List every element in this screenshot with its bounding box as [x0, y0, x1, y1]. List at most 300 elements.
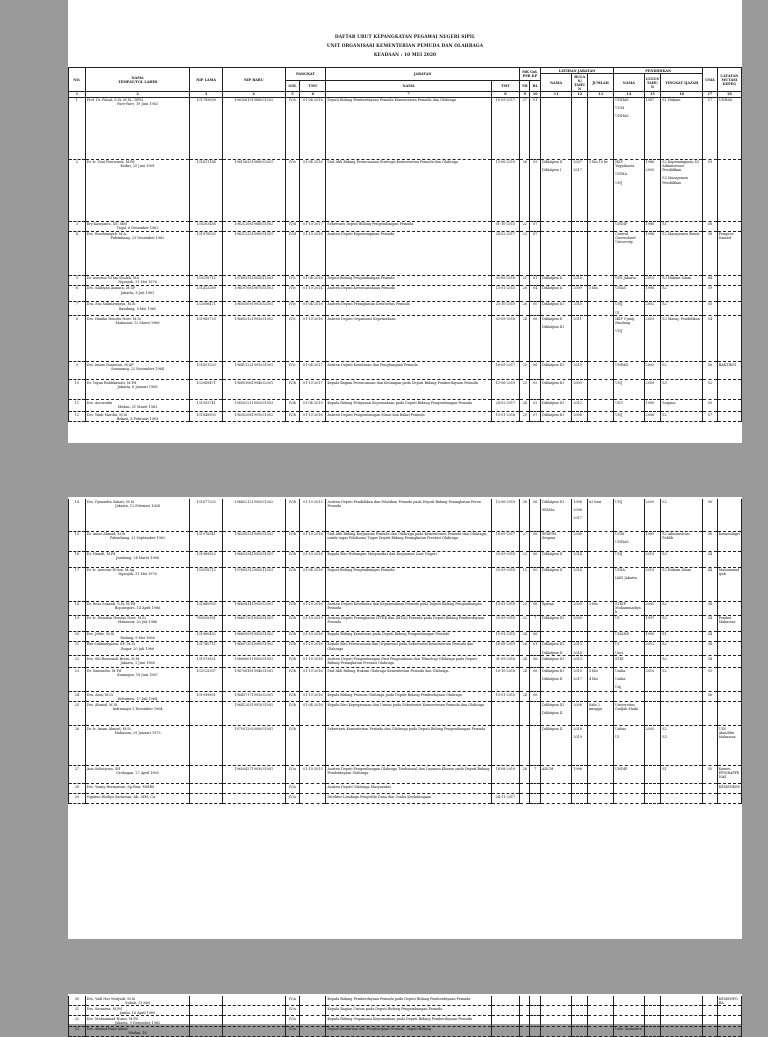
- row-nama-text: Drs. Sumarna, M.Pd: [86, 1006, 122, 1011]
- row-nip-baru: 196503211992031003: [222, 400, 285, 412]
- row-catatan: Muhammadiyah: [717, 567, 741, 601]
- row-pendidikan-lulus: 1990: [644, 400, 661, 412]
- row-nip-baru: 196212081988031002: [222, 221, 285, 231]
- row-tmt: 01-10-2015: [300, 499, 326, 531]
- row-jabatan: Kepala Bidang Promosi Olahraga pada Deputi Bidang Pembudayaan Olahraga: [326, 692, 491, 702]
- row-nama-text: Dr. Hamdi, M.Pd: [86, 552, 116, 556]
- row-jab-tmt: 03-09-2018: [491, 615, 519, 631]
- row-pendidikan-ijazah: S1 Hukum: [661, 97, 703, 159]
- row-nip-lama: [190, 1006, 222, 1016]
- row-no: 5: [69, 275, 86, 285]
- row-latihan-nama: Diklatpim II: [540, 285, 571, 301]
- row-jab-tmt: 01-10-2015: [491, 221, 519, 231]
- row-mk-th: [520, 784, 530, 794]
- row-pendidikan-ijazah: S2: [661, 601, 703, 615]
- document-page-2: [68, 497, 742, 939]
- row-jab-tmt: 24-11-2017: [491, 794, 519, 804]
- row-pendidikan-lulus: 2005: [644, 726, 661, 766]
- row-catatan: [717, 1026, 741, 1036]
- row-pendidikan-lulus: 1989: [644, 531, 661, 551]
- row-nip-baru: [222, 1006, 285, 1016]
- row-mk-th: 28: [520, 285, 530, 301]
- row-nip-baru: [222, 1016, 285, 1026]
- table-header: [69, 68, 742, 98]
- row-ttl-text: Medan, 21 Maret 1965: [117, 404, 158, 409]
- row-latihan-jumlah: [588, 97, 614, 159]
- row-gol: IV/c: [285, 285, 300, 301]
- row-pendidikan-ijazah: [661, 1006, 703, 1016]
- row-nama-text: Drs. Yadi Nur Mulyadi, M.Si: [86, 996, 136, 1001]
- dukpns-table-continued: [68, 996, 742, 1037]
- row-gol: IV/b: [285, 726, 300, 766]
- row-ttl-text: Bojonegoro, 14 April 1966: [114, 606, 161, 611]
- row-catatan: [717, 316, 741, 362]
- row-latihan-tahun: 2016: [572, 275, 588, 285]
- row-tmt: [300, 794, 326, 804]
- row-mk-th: 26: [520, 301, 530, 315]
- row-latihan-tahun: 2008: [572, 531, 588, 551]
- row-pendidikan-ijazah: S3: [661, 551, 703, 567]
- table-row: [69, 692, 742, 702]
- row-jabatan: Kepala Biro Perencanaan dan Organisasi pada Sekretariat Kementerian Pemuda dan Olahraga: [326, 641, 491, 655]
- table-row: [69, 1006, 742, 1016]
- row-mk-bl: 06: [530, 362, 540, 380]
- row-ttl-text: Bandung, 9 Mei 1965: [119, 306, 157, 311]
- row-nama: [85, 1006, 190, 1016]
- row-pendidikan-nama: IKIP Yogyakarta UNMA UNJ: [614, 159, 644, 221]
- row-no: 7: [69, 301, 86, 315]
- row-nip-lama: [190, 784, 222, 794]
- row-ttl-text: Jambi, 18 April 1960: [119, 1010, 156, 1015]
- row-nama-text: Dr. Ir. Asrorun Ni'am, M.Ag: [86, 568, 135, 572]
- row-pendidikan-lulus: 2012: [644, 641, 661, 655]
- column-number: 6: [300, 92, 326, 97]
- row-no: 28: [69, 784, 86, 794]
- row-pendidikan-lulus: 2005: [644, 601, 661, 615]
- row-jabatan: Asisten Deputi Peningkatan IPTEK dan IMTAQ Pemuda pada Deputi Bidang Pemberdayaan Pemuda: [326, 615, 491, 631]
- header-lat-nama: NAMA: [540, 74, 571, 92]
- row-tmt: 01-10-2017: [300, 221, 326, 231]
- row-mk-bl: [530, 1016, 540, 1026]
- column-number: 16: [661, 92, 703, 97]
- column-number: 3: [190, 92, 222, 97]
- row-jab-tmt: 25-10-2019: [491, 301, 519, 315]
- header-pend-ijazah: TINGKAT IJAZAH: [661, 74, 703, 92]
- dukpns-table-continued: [68, 499, 742, 804]
- row-mk-th: 27: [520, 97, 530, 159]
- row-no: 27: [69, 766, 86, 784]
- row-latihan-jumlah: [588, 301, 614, 315]
- row-no: 2: [69, 159, 86, 221]
- row-jabatan: Deputi Kemitraan dan Penghargaan Pemuda, Deputi Bidang: [326, 1026, 491, 1036]
- row-usia: 58: [703, 231, 718, 275]
- row-nip-baru: 196306191988031002: [222, 97, 285, 159]
- row-catatan: [717, 631, 741, 641]
- row-nip-lama: 132125307: [190, 668, 222, 692]
- row-pendidikan-lulus: [644, 1006, 661, 1016]
- row-pendidikan-ijazah: S2: [661, 412, 703, 422]
- row-jab-tmt: 16-08-2019: [491, 766, 519, 784]
- row-gol: IV/b: [285, 567, 300, 601]
- row-usia: 55: [703, 400, 718, 412]
- row-pendidikan-lulus: [644, 692, 661, 702]
- row-mk-th: [520, 794, 530, 804]
- row-gol: IV/b: [285, 551, 300, 567]
- row-nip-baru: 196505091992032001: [222, 301, 285, 315]
- row-ttl-text: Medan, 16: [128, 1031, 147, 1036]
- row-latihan-nama: [540, 1016, 571, 1026]
- document-date: KEADAAN : 10 MEI 2020: [373, 53, 437, 58]
- row-pendidikan-ijazah: S2 Kepemimpinan S3 Administrasi Pendidikan S3 Manajemen Pendidikan: [661, 159, 703, 221]
- row-mk-bl: [530, 726, 540, 766]
- row-nama: [85, 641, 190, 655]
- row-mk-bl: 09: [530, 159, 540, 221]
- row-ttl-text: Bekasi, 8 Februari 1963: [116, 416, 159, 421]
- row-pendidikan-nama: UIN Jakarta: [614, 275, 644, 285]
- row-nip-baru: [222, 784, 285, 794]
- row-usia: 59: [703, 285, 718, 301]
- row-gol: IV/b: [285, 692, 300, 702]
- row-jabatan: Asisten Deputi Pengembangan Minat dan Bakat Pemuda: [326, 412, 491, 422]
- row-tmt: [300, 1016, 326, 1026]
- row-gol: IV/c: [285, 362, 300, 380]
- row-gol: IV/b: [285, 499, 300, 531]
- header-pend-lulus: LULUS TAHUN: [644, 74, 661, 92]
- column-number: 8: [491, 92, 519, 97]
- row-mk-bl: [530, 794, 540, 804]
- table-row: [69, 615, 742, 631]
- row-catatan: Kemen PPN/BAPPENAS: [717, 766, 741, 784]
- row-catatan: [717, 692, 741, 702]
- row-latihan-nama: [540, 996, 571, 1006]
- row-usia: 44: [703, 567, 718, 601]
- table-row: [69, 531, 742, 551]
- row-nip-baru: 196504271993031001: [222, 766, 285, 784]
- table-row: [69, 362, 742, 380]
- row-nama: [85, 784, 190, 794]
- row-pendidikan-ijazah: S2 Hukum Islam: [661, 567, 703, 601]
- row-latihan-tahun: 2012: [572, 400, 588, 412]
- row-pendidikan-lulus: [644, 996, 661, 1006]
- table-row: [69, 301, 742, 315]
- row-latihan-nama: [540, 1026, 571, 1036]
- row-latihan-jumlah: [588, 412, 614, 422]
- row-mk-bl: 7: [530, 615, 540, 631]
- row-nama-text: Drs. Imam Gunawan, M.AP: [86, 362, 134, 367]
- row-no: 15: [69, 531, 86, 551]
- row-gol: IV/b: [285, 615, 300, 631]
- table-row: [69, 1016, 742, 1026]
- row-jab-tmt: [491, 702, 519, 726]
- row-mk-bl: 06: [530, 631, 540, 641]
- row-mk-bl: 04: [530, 285, 540, 301]
- row-nip-baru: 197605312005011003: [222, 567, 285, 601]
- row-pendidikan-nama: [614, 784, 644, 794]
- row-pendidikan-nama: UNPAD: [614, 362, 644, 380]
- row-latihan-tahun: 2009: [572, 380, 588, 400]
- row-mk-th: [520, 996, 530, 1006]
- row-jab-tmt: 13-03-2018: [491, 601, 519, 615]
- row-ttl-text: Nganjuk, 31 Mei 1976: [118, 280, 157, 285]
- row-nama-text: Dra. Esa Sukmawijaya, M.Si: [86, 302, 136, 307]
- row-jabatan: Deputi Bidang Pemberdayaan Pemuda Kementerian Pemuda dan Olahraga: [326, 97, 491, 159]
- row-usia: [703, 702, 718, 726]
- row-nama-text: Drs. Ahmad Rizal Akbar: [86, 1027, 129, 1032]
- table-row: [69, 1026, 742, 1036]
- row-catatan: [717, 641, 741, 655]
- table-row: [69, 97, 742, 159]
- row-jabatan: Kepala Biro Kepegawaian dan Umum pada Sekretariat Kementerian Pemuda dan Olahraga: [326, 702, 491, 726]
- row-usia: 59: [703, 159, 718, 221]
- row-latihan-tahun: 2016: [572, 567, 588, 601]
- row-ttl-text: Kediri, 25 Juni 1961: [120, 164, 155, 169]
- row-catatan: KEMENKES: [717, 784, 741, 794]
- row-tmt: 01-10-2015: [300, 766, 326, 784]
- row-mk-bl: 01: [530, 275, 540, 285]
- row-jab-tmt: 13-06-2019: [491, 380, 519, 400]
- row-jabatan: Kepala Bidang Pelayanan Kepemudaan pada Deputi Bidang Pengembangan Pemuda: [326, 400, 491, 412]
- row-pendidikan-nama: UGM UNHAS: [614, 531, 644, 551]
- row-gol: IV/b: [285, 656, 300, 668]
- row-pendidikan-lulus: 2010: [644, 551, 661, 567]
- row-nip-baru: 196603241992031001: [222, 551, 285, 567]
- row-latihan-tahun: 1996: [572, 766, 588, 784]
- row-pendidikan-ijazah: S2 S3: [661, 726, 703, 766]
- table-row: [69, 631, 742, 641]
- row-nip-lama: 131960432: [190, 631, 222, 641]
- header-tmt: TMT: [300, 81, 326, 92]
- row-usia: 54: [703, 615, 718, 631]
- row-nip-lama: 131851203: [190, 362, 222, 380]
- row-tmt: 01-04-2016: [300, 275, 326, 285]
- row-no: 33: [69, 1026, 86, 1036]
- row-latihan-tahun: [572, 692, 588, 702]
- row-jabatan: Asisten Deputi Kesehatan dan Kepramukaan Pemuda pada Deputi Bidang Pengembangan Pemuda: [326, 601, 491, 615]
- row-jab-tmt: 03-09-2018: [491, 316, 519, 362]
- row-latihan-tahun: 2010 2017: [572, 668, 588, 692]
- row-no: 32: [69, 1016, 86, 1026]
- table-row: [69, 412, 742, 422]
- table-row: [69, 400, 742, 412]
- row-latihan-nama: Diklatpim III Diklatpim II: [540, 702, 571, 726]
- row-nip-lama: 131989823: [190, 551, 222, 567]
- row-latihan-nama: Diklatpim III: [540, 615, 571, 631]
- row-mk-th: [520, 726, 530, 766]
- row-latihan-jumlah: 63 hari: [588, 499, 614, 531]
- row-nip-baru: 196412031991031002: [222, 702, 285, 726]
- row-jab-tmt: [491, 726, 519, 766]
- row-tmt: 01-04-2016: [300, 97, 326, 159]
- row-latihan-nama: Diklatpim III Diklatpim II: [540, 668, 571, 692]
- row-ttl-text: Jakarta, 12 Februari 1964: [115, 503, 160, 508]
- row-pendidikan-nama: [614, 996, 644, 1006]
- row-no: 22: [69, 656, 86, 668]
- row-ttl-text: Indramayu 3 Desember 1964: [112, 707, 163, 712]
- row-latihan-nama: [540, 631, 571, 641]
- row-catatan: [717, 1006, 741, 1016]
- row-tmt: 01-10-2016: [300, 601, 326, 615]
- row-tmt: [300, 784, 326, 794]
- row-gol: IV/c: [285, 301, 300, 315]
- row-latihan-tahun: 2008: [572, 412, 588, 422]
- row-nip-baru: 197501292000031001: [222, 726, 285, 766]
- column-number: 15: [644, 92, 661, 97]
- column-number: 11: [540, 92, 571, 97]
- row-latihan-tahun: 2008: [572, 702, 588, 726]
- row-pendidikan-lulus: [644, 656, 661, 668]
- row-latihan-tahun: 2011: [572, 316, 588, 362]
- row-mk-th: 24: [520, 400, 530, 412]
- row-nama-text: Drs. Asrorudin: [86, 400, 113, 405]
- row-latihan-nama: SESPIM Sespma: [540, 531, 571, 551]
- row-nama: [85, 567, 190, 601]
- row-latihan-nama: Diklatpim II Diklatpim I: [540, 159, 571, 221]
- row-mk-th: 15: [520, 567, 530, 601]
- row-gol: IV/a: [285, 766, 300, 784]
- row-tmt: 01-10-2017: [300, 380, 326, 400]
- row-mk-th: 23: [520, 551, 530, 567]
- row-jabatan: Kepala Bidang Kemitraan pada Deputi Bidang Pengembangan Pemuda: [326, 631, 491, 641]
- row-mk-th: 24: [520, 656, 530, 668]
- row-nip-baru: 196402121990031002: [222, 499, 285, 531]
- row-mk-bl: 06: [530, 551, 540, 567]
- row-pendidikan-nama: UNJ: [614, 499, 644, 531]
- row-latihan-tahun: 2010: [572, 362, 588, 380]
- row-mk-th: [520, 1006, 530, 1016]
- row-nama: [85, 412, 190, 422]
- row-catatan: [717, 301, 741, 315]
- row-no: 18: [69, 601, 86, 615]
- row-nip-baru: 197605312005011003: [222, 275, 285, 285]
- row-catatan: [717, 380, 741, 400]
- row-pendidikan-lulus: 1996: [644, 231, 661, 275]
- row-jabatan: Kepala Bagian Umum pada Deputi Bidang Pengembangan Pemuda: [326, 1006, 491, 1016]
- row-latihan-nama: Diklatpim II: [540, 726, 571, 766]
- row-latihan-tahun: [572, 631, 588, 641]
- row-latihan-jumlah: [588, 531, 614, 551]
- row-nip-lama: 131973621: [190, 656, 222, 668]
- row-nama: [85, 400, 190, 412]
- row-tmt: 01-10-2018: [300, 641, 326, 655]
- row-nama: [85, 301, 190, 315]
- row-nama: [85, 692, 190, 702]
- row-nama-text: Prof. Dr. Faisal, S.Si, M.Si., DPM: [86, 98, 143, 103]
- row-mk-bl: 07: [530, 412, 540, 422]
- row-jabatan: Direktur Lembaga Pengelola Dana dan Usaha Keolahragaan: [326, 794, 491, 804]
- row-nama: [85, 1026, 190, 1036]
- row-latihan-jumlah: [588, 766, 614, 784]
- row-jabatan: Asisten Deputi Kepemimpinan Pemuda: [326, 231, 491, 275]
- row-gol: IV/b: [285, 412, 300, 422]
- header-jabatan: JABATAN: [326, 68, 520, 81]
- row-pendidikan-ijazah: S1: [661, 766, 703, 784]
- row-catatan: Pemkot Makassar: [717, 615, 741, 631]
- row-jabatan: Kepala Biro Hubungan Masyarakat dan Kerjasama Luar Negeri: [326, 551, 491, 567]
- row-latihan-tahun: [572, 996, 588, 1006]
- row-latihan-tahun: 2009: [572, 615, 588, 631]
- row-nama: [85, 159, 190, 221]
- row-no: 26: [69, 726, 86, 766]
- row-nama-text: Drs. Ahmad, M.Si: [86, 702, 118, 707]
- row-mk-bl: 06: [530, 601, 540, 615]
- row-latihan-nama: ADUM: [540, 766, 571, 784]
- column-number: 4: [222, 92, 285, 97]
- header-latihan: LATIHAN JABATAN: [540, 68, 613, 74]
- row-latihan-jumlah: [588, 784, 614, 794]
- row-jabatan: Staf Ahli Bidang Kerjasama Pemuda dan Olahraga pada Kementerian Pemuda dan Olahraga; untuk tugas Pelaksana Tugas Deputi Bidang Peningkatan Prestasi Olahraga: [326, 531, 491, 551]
- row-catatan: UIN Alauddin Makassar: [717, 726, 741, 766]
- row-gol: IV/b: [285, 601, 300, 615]
- header-jab-tmt: TMT: [491, 81, 519, 92]
- row-latihan-jumlah: [588, 1006, 614, 1016]
- row-pendidikan-ijazah: S2: [661, 301, 703, 315]
- row-pendidikan-ijazah: S2: [661, 285, 703, 301]
- row-gol: IV/b: [285, 631, 300, 641]
- row-pendidikan-nama: UNAS: [614, 285, 644, 301]
- row-no: 21: [69, 641, 86, 655]
- row-pendidikan-ijazah: S2: [661, 499, 703, 531]
- row-nama: [85, 1016, 190, 1026]
- row-mk-bl: 07: [530, 221, 540, 231]
- row-jab-tmt: [491, 1016, 519, 1026]
- column-number: 1: [69, 92, 86, 97]
- row-pendidikan-nama: STIE: [614, 656, 644, 668]
- row-usia: 56: [703, 499, 718, 531]
- row-no: 6: [69, 285, 86, 301]
- row-mk-bl: [530, 996, 540, 1006]
- row-nip-lama: 150318712: [190, 275, 222, 285]
- header-nama: NAMA TEMPAT/TGL LAHIR: [85, 68, 190, 92]
- row-pendidikan-nama: UNJ: [614, 380, 644, 400]
- table-row: [69, 499, 742, 531]
- row-nama-text: Dra. Asni, M.Si: [86, 692, 113, 697]
- row-pendidikan-nama: UNAND: [614, 631, 644, 641]
- header-gol: GOL: [285, 81, 300, 92]
- row-pendidikan-nama: UNDIP: [614, 221, 644, 231]
- row-latihan-nama: Diklatpim II: [540, 551, 571, 567]
- row-latihan-nama: Diklatpim III: [540, 656, 571, 668]
- row-jab-tmt: [491, 1006, 519, 1016]
- row-mk-th: 24: [520, 641, 530, 655]
- row-pendidikan-ijazah: Sarjana: [661, 400, 703, 412]
- row-ttl-text: Jakarta, 8 Juli 1961: [120, 290, 155, 295]
- row-gol: IV/a: [285, 996, 300, 1006]
- header-usia: USIA: [703, 68, 718, 92]
- row-ttl-text: Makassar, 29 Januari 1975: [114, 731, 161, 736]
- row-pendidikan-lulus: 1988: [644, 221, 661, 231]
- row-catatan: [717, 601, 741, 615]
- row-gol: IV/b: [285, 668, 300, 692]
- row-usia: 57: [703, 412, 718, 422]
- row-jab-tmt: 15-01-2015: [491, 631, 519, 641]
- row-gol: IV/b: [285, 400, 300, 412]
- row-nip-lama: [190, 726, 222, 766]
- row-nip-baru: 196605091992031002: [222, 631, 285, 641]
- row-pendidikan-nama: UNHAS UGM UNHAS: [614, 97, 644, 159]
- row-nama: [85, 631, 190, 641]
- header-catatan: CATATAN MUTASI KEPEG: [717, 68, 741, 92]
- row-nip-lama: 131413289: [190, 285, 222, 301]
- row-nama: [85, 766, 190, 784]
- row-nama: [85, 601, 190, 615]
- row-tmt: 01-10-2016: [300, 631, 326, 641]
- column-number: 10: [530, 92, 540, 97]
- row-pendidikan-ijazah: S3 Hukum Islam: [661, 275, 703, 285]
- row-latihan-nama: Diklatpim II: [540, 567, 571, 601]
- row-pendidikan-ijazah: S3: [661, 380, 703, 400]
- document-page-1: [68, 0, 742, 443]
- row-tmt: [300, 996, 326, 1006]
